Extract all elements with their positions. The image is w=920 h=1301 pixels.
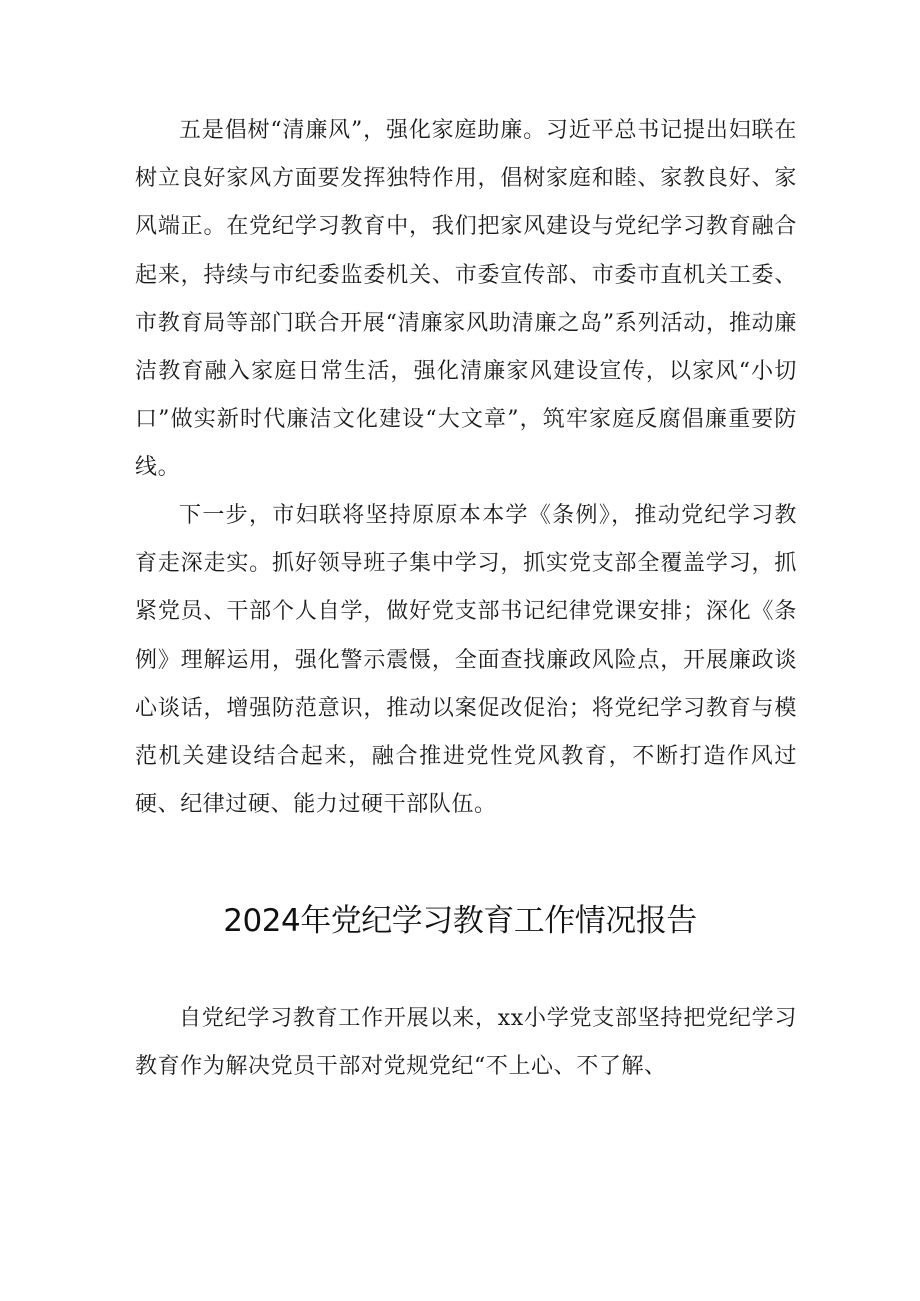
paragraph-next-steps: 下一步，市妇联将坚持原原本本学《条例》，推动党纪学习教育走深走实。抓好领导班子集中学习，抓实党支部全覆盖学习，抓紧党员、干部个人自学，做好党支部书记纪律党课安排；深化《条例》理解运用，强化警示震慑，全面查找廉政风险点，开展廉政谈心谈话，增强防范意识，推动以案促改促治；将党纪学习教育与模范机关建设结合起来，融合推进党性党风教育，不断打造作风过硬、纪律过硬、能力过硬干部队伍。 [135,503,797,818]
paragraph-family-integrity: 五是倡树“清廉风”，强化家庭助廉。习近平总书记提出妇联在树立良好家风方面要发挥独特作用，倡树家庭和睦、家教良好、家风端正。在党纪学习教育中，我们把家风建设与党纪学习教育融合起来，持续与市纪委监委机关、市委宣传部、市委市直机关工委、市教育局等部门联合开展“清廉家风助清廉之岛”系列活动，推动廉洁教育融入家庭日常生活，强化清廉家风建设宣传，以家风“小切口”做实新时代廉洁文化建设“大文章”，筑牢家庭反腐倡廉重要防线。 [135,118,797,481]
paragraph-report-intro: 自党纪学习教育工作开展以来，xx小学党支部坚持把党纪学习教育作为解决党员干部对党规党纪“不上心、不了解、 [135,1006,797,1080]
report-title: 2024年党纪学习教育工作情况报告 [223,903,697,939]
